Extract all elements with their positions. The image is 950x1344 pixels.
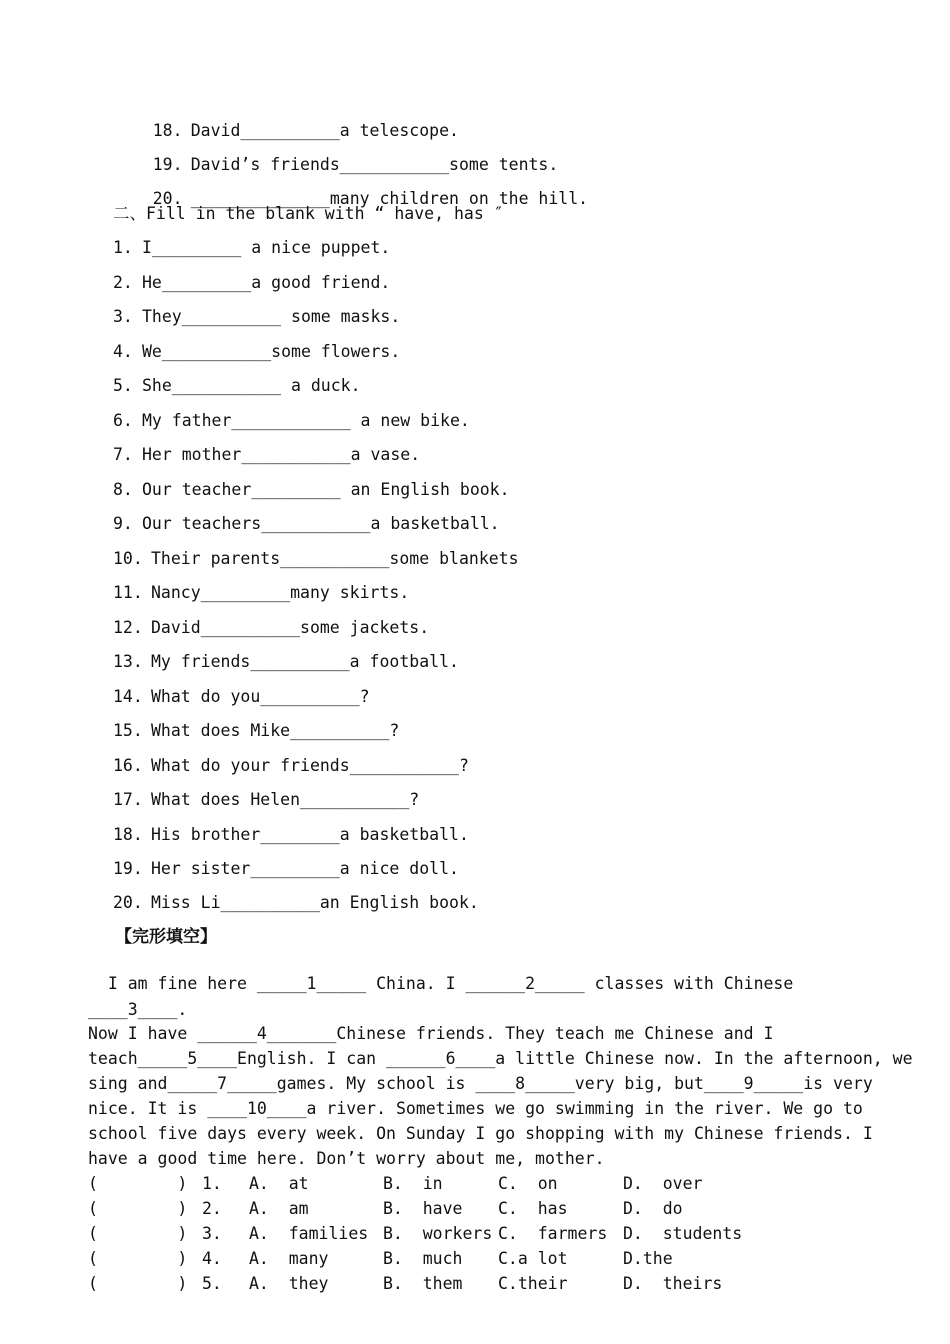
list-item (113, 583, 409, 603)
list-item (113, 893, 479, 913)
item-number: 20. (113, 893, 143, 912)
answer-blank[interactable]: ( ) (88, 1174, 188, 1193)
item-number: 7. (113, 445, 133, 464)
item-number: 14. (113, 687, 143, 706)
list-item (113, 756, 469, 776)
option-d: D. do (623, 1199, 683, 1218)
option-c: C. has (498, 1199, 568, 1218)
item-text: David__________a telescope. (190, 121, 459, 140)
option-row (88, 1171, 848, 1196)
item-number: 20. (152, 189, 183, 208)
item-text: Miss Li__________an English book. (151, 893, 479, 912)
item-number: 19. (152, 155, 183, 174)
item-text: Her mother___________a vase. (142, 445, 421, 464)
item-number: 11. (113, 583, 143, 602)
item-number: 12. (113, 618, 143, 637)
answer-blank[interactable]: ( ) (88, 1274, 188, 1293)
item-text: We___________some flowers. (142, 342, 401, 361)
passage-line: teach_____5____English. I can ______6____a little Chinese now. In the afternoon, we (88, 1049, 913, 1068)
option-row (88, 1246, 848, 1271)
list-item (113, 376, 361, 396)
option-b: B. workers (383, 1224, 493, 1243)
option-c: C.a lot (498, 1249, 568, 1268)
answer-blank[interactable]: ( ) (88, 1249, 188, 1268)
list-item (113, 273, 390, 293)
cloze-title: 【完形填空】 (115, 927, 217, 947)
item-number: 18. (152, 121, 183, 140)
section-heading: 二、Fill in the blank with “ have, has ″ (113, 204, 504, 223)
item-text: My friends__________a football. (151, 652, 459, 671)
item-text: My father____________ a new bike. (142, 411, 470, 430)
item-number: 17. (113, 790, 143, 809)
item-text: What does Helen___________? (151, 790, 420, 809)
item-text: What does Mike__________? (151, 721, 400, 740)
list-item (113, 238, 390, 258)
list-item (113, 859, 459, 879)
option-row (88, 1221, 848, 1246)
list-item (113, 652, 459, 672)
option-c: C. on (498, 1174, 558, 1193)
option-d: D. over (623, 1174, 703, 1193)
passage-line: ____3____. (88, 1000, 188, 1019)
item-text: What do you__________? (151, 687, 370, 706)
item-text: Their parents___________some blankets (151, 549, 519, 568)
option-c: C.their (498, 1274, 568, 1293)
option-a: A. families (249, 1224, 369, 1243)
item-number: 18. (113, 825, 143, 844)
item-text: ______________many children on the hill. (190, 189, 589, 208)
question-number: 3. (202, 1224, 222, 1243)
item-text: Her sister_________a nice doll. (151, 859, 459, 878)
passage-line: school five days every week. On Sunday I go shopping with my Chinese friends. I (88, 1124, 873, 1143)
item-number: 16. (113, 756, 143, 775)
question-number: 5. (202, 1274, 222, 1293)
option-row (88, 1196, 848, 1221)
item-text: They__________ some masks. (142, 307, 401, 326)
option-b: B. much (383, 1249, 463, 1268)
item-number: 1. (113, 238, 133, 257)
answer-blank[interactable]: ( ) (88, 1224, 188, 1243)
question-number: 4. (202, 1249, 222, 1268)
item-text: His brother________a basketball. (151, 825, 469, 844)
passage-line: I am fine here _____1_____ China. I ______2_____ classes with Chinese (88, 974, 794, 993)
list-item (113, 549, 519, 569)
item-number: 10. (113, 549, 143, 568)
passage-line: sing and_____7_____games. My school is ____8_____very big, but____9_____is very (88, 1074, 873, 1093)
item-number: 4. (113, 342, 133, 361)
question-number: 2. (202, 1199, 222, 1218)
option-row (88, 1271, 848, 1296)
passage-line: nice. It is ____10____a river. Sometimes we go swimming in the river. We go to (88, 1099, 863, 1118)
passage-line: Now I have ______4_______Chinese friends. They teach me Chinese and I (88, 1024, 774, 1043)
item-number: 3. (113, 307, 133, 326)
list-item (113, 307, 400, 327)
item-number: 5. (113, 376, 133, 395)
list-item (113, 342, 400, 362)
list-item (113, 514, 500, 534)
item-text: Our teacher_________ an English book. (142, 480, 510, 499)
item-text: David’s friends___________some tents. (190, 155, 559, 174)
option-a: A. am (249, 1199, 309, 1218)
item-text: Our teachers___________a basketball. (142, 514, 500, 533)
item-text: David__________some jackets. (151, 618, 430, 637)
item-number: 8. (113, 480, 133, 499)
list-item (113, 721, 399, 741)
answer-blank[interactable]: ( ) (88, 1199, 188, 1218)
option-a: A. many (249, 1249, 329, 1268)
item-number: 2. (113, 273, 133, 292)
list-item (113, 687, 370, 707)
item-text: What do your friends___________? (151, 756, 469, 775)
option-a: A. they (249, 1274, 329, 1293)
option-d: D. theirs (623, 1274, 723, 1293)
item-number: 13. (113, 652, 143, 671)
item-number: 19. (113, 859, 143, 878)
option-a: A. at (249, 1174, 309, 1193)
item-number: 15. (113, 721, 143, 740)
option-b: B. in (383, 1174, 443, 1193)
option-d: D.the (623, 1249, 673, 1268)
list-item (113, 618, 429, 638)
item-text: I_________ a nice puppet. (142, 238, 391, 257)
list-item (113, 790, 419, 810)
option-b: B. them (383, 1274, 463, 1293)
list-item (113, 411, 470, 431)
item-text: She___________ a duck. (142, 376, 361, 395)
item-text: He_________a good friend. (142, 273, 391, 292)
list-item (113, 445, 420, 465)
item-number: 6. (113, 411, 133, 430)
item-text: Nancy_________many skirts. (151, 583, 410, 602)
option-b: B. have (383, 1199, 463, 1218)
option-c: C. farmers (498, 1224, 608, 1243)
passage-line: have a good time here. Don’t worry about me, mother. (88, 1149, 605, 1168)
list-item (113, 825, 469, 845)
option-d: D. students (623, 1224, 743, 1243)
question-number: 1. (202, 1174, 222, 1193)
item-number: 9. (113, 514, 133, 533)
list-item (113, 480, 510, 500)
